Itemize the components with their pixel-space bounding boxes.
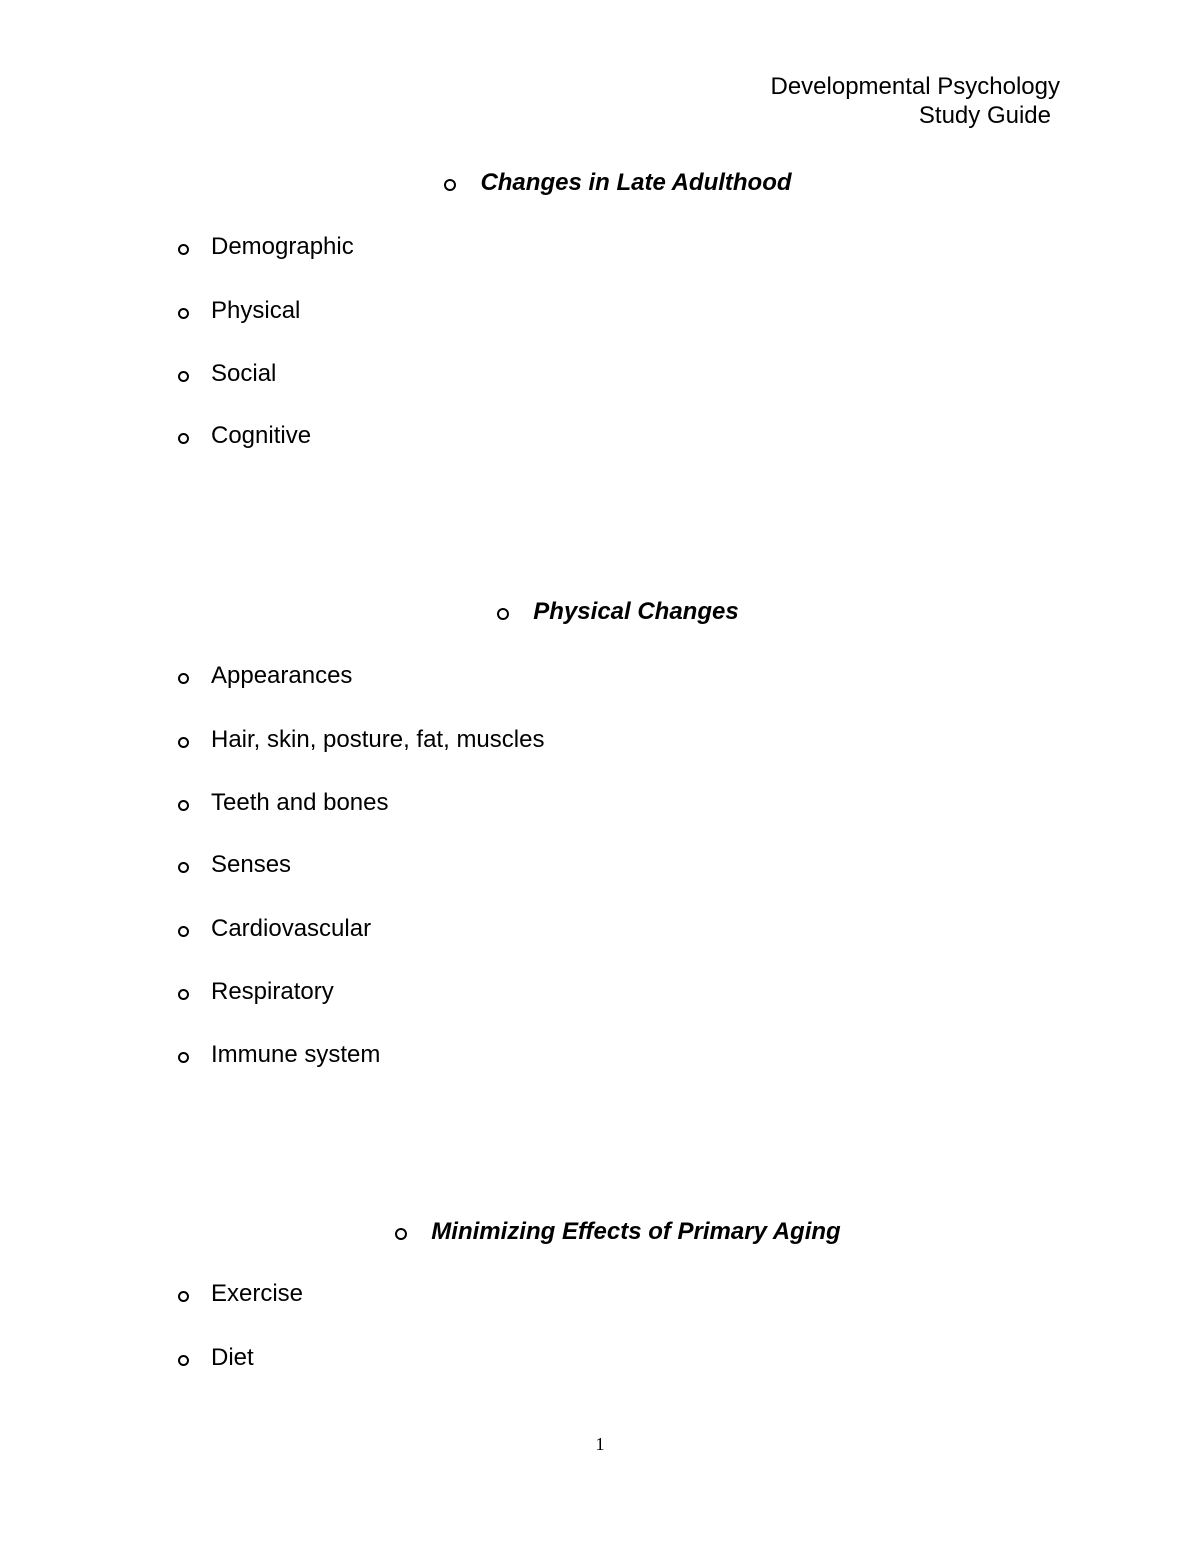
list-item bbox=[178, 1279, 303, 1309]
list-item-text: Appearances bbox=[211, 662, 353, 689]
list-item bbox=[178, 661, 352, 691]
list-item-text: Cardiovascular bbox=[211, 915, 372, 942]
list-item-text: Hair, skin, posture, fat, muscles bbox=[211, 726, 545, 753]
section-heading bbox=[36, 168, 1200, 198]
hollow-circle-bullet-icon bbox=[178, 926, 189, 937]
list-item-text: Social bbox=[211, 360, 277, 387]
list-item bbox=[178, 977, 334, 1007]
hollow-circle-bullet-icon bbox=[178, 433, 189, 444]
list-item-text: Teeth and bones bbox=[211, 789, 389, 816]
page-number: 1 bbox=[595, 1434, 605, 1454]
hollow-circle-bullet-icon bbox=[497, 608, 509, 620]
list-item bbox=[178, 296, 300, 326]
hollow-circle-bullet-icon bbox=[178, 371, 189, 382]
list-item bbox=[178, 232, 354, 262]
hollow-circle-bullet-icon bbox=[178, 1052, 189, 1063]
list-item bbox=[178, 421, 311, 451]
section-heading bbox=[36, 1217, 1200, 1247]
hollow-circle-bullet-icon bbox=[444, 179, 456, 191]
hollow-circle-bullet-icon bbox=[178, 862, 189, 873]
section-heading-text: Physical Changes bbox=[533, 598, 739, 625]
list-item-text: Demographic bbox=[211, 233, 354, 260]
list-item bbox=[178, 914, 371, 944]
list-item bbox=[178, 788, 388, 818]
hollow-circle-bullet-icon bbox=[178, 1291, 189, 1302]
section-heading-text: Minimizing Effects of Primary Aging bbox=[431, 1218, 841, 1245]
section-physical-changes bbox=[0, 597, 1200, 627]
list-item-text: Respiratory bbox=[211, 978, 334, 1005]
list-item-text: Cognitive bbox=[211, 422, 312, 449]
list-item bbox=[178, 1040, 380, 1070]
document-header bbox=[771, 72, 1061, 130]
list-item-text: Exercise bbox=[211, 1280, 304, 1307]
list-item-text: Senses bbox=[211, 851, 292, 878]
list-item-text: Immune system bbox=[211, 1041, 381, 1068]
hollow-circle-bullet-icon bbox=[178, 673, 189, 684]
list-item bbox=[178, 359, 276, 389]
list-item-text: Physical bbox=[211, 297, 301, 324]
section-heading bbox=[36, 597, 1200, 627]
list-item bbox=[178, 725, 544, 755]
section-changes-late-adulthood bbox=[0, 168, 1200, 198]
list-item bbox=[178, 1343, 254, 1373]
list-item-text: Diet bbox=[211, 1344, 254, 1371]
document-subtitle: Study Guide bbox=[918, 102, 1051, 129]
hollow-circle-bullet-icon bbox=[178, 308, 189, 319]
list-item bbox=[178, 850, 291, 880]
hollow-circle-bullet-icon bbox=[395, 1228, 407, 1240]
hollow-circle-bullet-icon bbox=[178, 244, 189, 255]
hollow-circle-bullet-icon bbox=[178, 800, 189, 811]
course-title: Developmental Psychology bbox=[770, 73, 1060, 100]
section-minimizing-effects bbox=[0, 1217, 1200, 1247]
hollow-circle-bullet-icon bbox=[178, 1355, 189, 1366]
hollow-circle-bullet-icon bbox=[178, 737, 189, 748]
section-heading-text: Changes in Late Adulthood bbox=[480, 169, 792, 196]
hollow-circle-bullet-icon bbox=[178, 989, 189, 1000]
